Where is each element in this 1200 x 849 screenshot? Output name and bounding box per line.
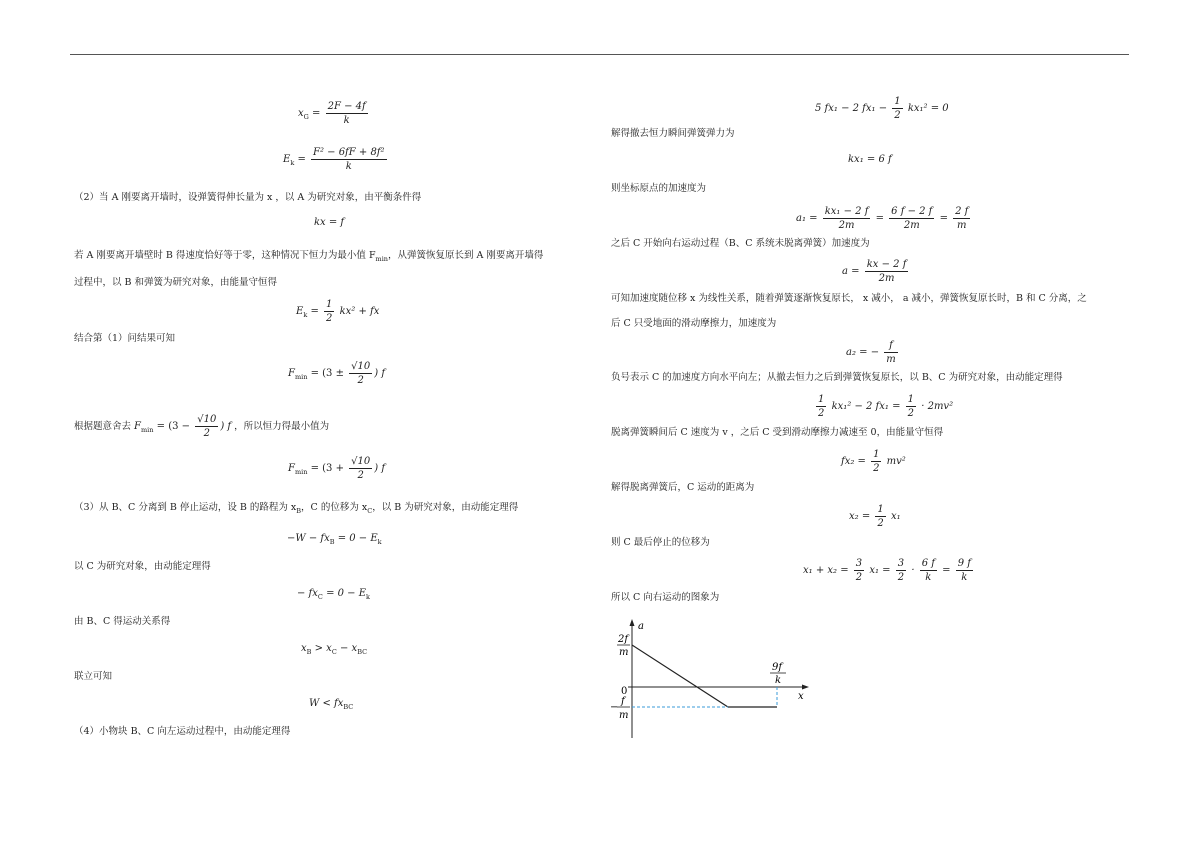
paragraph-origin-accel: 则坐标原点的加速度为 — [611, 183, 707, 194]
paragraph-friction: 后 C 只受地面的滑动摩擦力，加速度为 — [611, 318, 777, 329]
acceleration-displacement-graph — [610, 618, 815, 743]
equation-a2: a₂ = − $\frac{f}{m}$ — [846, 340, 896, 365]
equation-ek: $E_k$ = $\frac{\text{F² − 6fF + 8f²}}{k}$ — [283, 147, 385, 172]
equation-xg: $x_G$ = $\frac{2F - 4f}{k}$ — [298, 101, 366, 126]
a-axis-arrow — [630, 619, 635, 626]
paragraph-combine: 结合第（1）问结果可知 — [74, 333, 176, 344]
x-axis-arrow — [802, 685, 809, 690]
equation-total-displacement: x₁ + x₂ = $\frac{3}{2}$ x₁ = $\frac{3}{2}$ · $\frac{6 f}{k}$ = $\frac{9 f}{k}$ — [803, 558, 971, 583]
equation-fmin-pm: $F_{min} = (3$ ± $\frac{√10}{2}$ ) f — [288, 361, 386, 386]
paragraph-spring-force: 解得撤去恒力瞬间弹簧弹力为 — [611, 128, 735, 139]
equation-kx-f: kx = f — [314, 217, 345, 228]
equation-a1: a₁ = $\frac{\text{kx₁ − 2 f}}{2m}$ = $\frac{6 f - 2 f}{2m}$ = $\frac{2 f}{m}$ — [796, 206, 969, 231]
paragraph-discard: 根据题意舍去 $F_{min} = (3$ − $\frac{√10}{2}$ ) f ，所以恒力得最小值为 — [74, 414, 330, 439]
paragraph-part3: （3）从 B、C 分离到 B 停止运动，设 B 的路程为 $x_B$，C 的位移为 $x_C$，以 B 为研究对象，由动能定理得 — [74, 502, 519, 515]
paragraph-c-moves-right: 之后 C 开始向右运动过程（B、C 系统未脱离弹簧）加速度为 — [611, 238, 870, 249]
origin-label: 0 — [621, 686, 628, 697]
header-rule — [70, 54, 1129, 55]
equation-energy-5fx: 5 fx₁ − 2 fx₁ − $\frac{1}{2}$ kx₁² = 0 — [815, 96, 949, 121]
equation-x2: x₂ = $\frac{1}{2}$ x₁ — [849, 504, 901, 529]
paragraph-part4: （4）小物块 B、C 向左运动过程中，由动能定理得 — [74, 726, 291, 737]
equation-kx1: kx₁ = 6 f — [848, 154, 892, 165]
paragraph-final-displacement: 则 C 最后停止的位移为 — [611, 537, 710, 548]
paragraph-c-object: 以 C 为研究对象，由动能定理得 — [74, 561, 211, 572]
paragraph-graph-intro: 所以 C 向右运动的图象为 — [611, 592, 720, 603]
a-axis-label: a — [638, 621, 644, 632]
equation-fx2: fx₂ = $\frac{1}{2}$ mv² — [841, 449, 906, 474]
equation-work-b: $-W - fx_B = 0 - E_k$ — [287, 533, 382, 546]
equation-w-lt: $W < fx_{BC}$ — [309, 698, 354, 711]
x-end-label-num: 9f — [772, 662, 783, 673]
y-neg-label-num: f — [621, 696, 625, 707]
y-top-label-den: m — [619, 647, 629, 658]
y-top-label-num: 2f — [618, 634, 629, 645]
equation-kinetic: $\frac{1}{2}$ kx₁² − 2 fx₁ = $\frac{1}{2}$ · 2mv² — [818, 394, 954, 419]
paragraph-velocity: 脱离弹簧瞬间后 C 速度为 v ，之后 C 受到滑动摩擦力减速至 0，由能量守恒得 — [611, 427, 944, 438]
paragraph-linear-a: 可知加速度随位移 x 为线性关系，随着弹簧逐渐恢复原长， x 减小， a 减小，弹簧恢复原长时，B 和 C 分离，之 — [611, 293, 1087, 304]
equation-fmin-plus: $F_{min} = (3$ + $\frac{√10}{2}$ ) f — [288, 456, 386, 481]
x-axis-label: x — [798, 691, 804, 702]
paragraph-part2: （2）当 A 刚要离开墙时，设弹簧得伸长量为 x ，以 A 为研究对象，由平衡条件得 — [74, 192, 422, 203]
equation-a: a = $\frac{kx - 2 f}{2m}$ — [842, 259, 907, 284]
paragraph-energy: 过程中，以 B 和弹簧为研究对象，由能量守恒得 — [74, 277, 278, 288]
y-neg-minus: − — [610, 702, 619, 713]
paragraph-distance: 解得脱离弹簧后，C 运动的距离为 — [611, 482, 755, 493]
equation-ek-energy: $E_k$ = $\frac{1}{2}$ kx² + fx — [296, 299, 380, 324]
equation-work-c: − $fx_C = 0 - E_k$ — [297, 588, 370, 601]
paragraph-combine-2: 联立可知 — [74, 671, 113, 682]
paragraph-relation: 由 B、C 得运动关系得 — [74, 616, 171, 627]
paragraph-min-force: 若 A 刚要离开墙壁时 B 得速度恰好等于零，这种情况下恒力为最小值 $F_{min}$，从弹簧恢复原长到 A 刚要离开墙得 — [74, 250, 544, 263]
x-end-label-den: k — [775, 675, 782, 686]
y-neg-label-den: m — [619, 710, 629, 721]
acceleration-curve — [632, 645, 777, 707]
paragraph-negative-sign: 负号表示 C 的加速度方向水平向左；从撤去恒力之后到弹簧恢复原长，以 B、C 为研究对象，由动能定理得 — [611, 372, 1063, 383]
equation-relation: $x_B > x_C - x_{BC}$ — [301, 643, 368, 656]
